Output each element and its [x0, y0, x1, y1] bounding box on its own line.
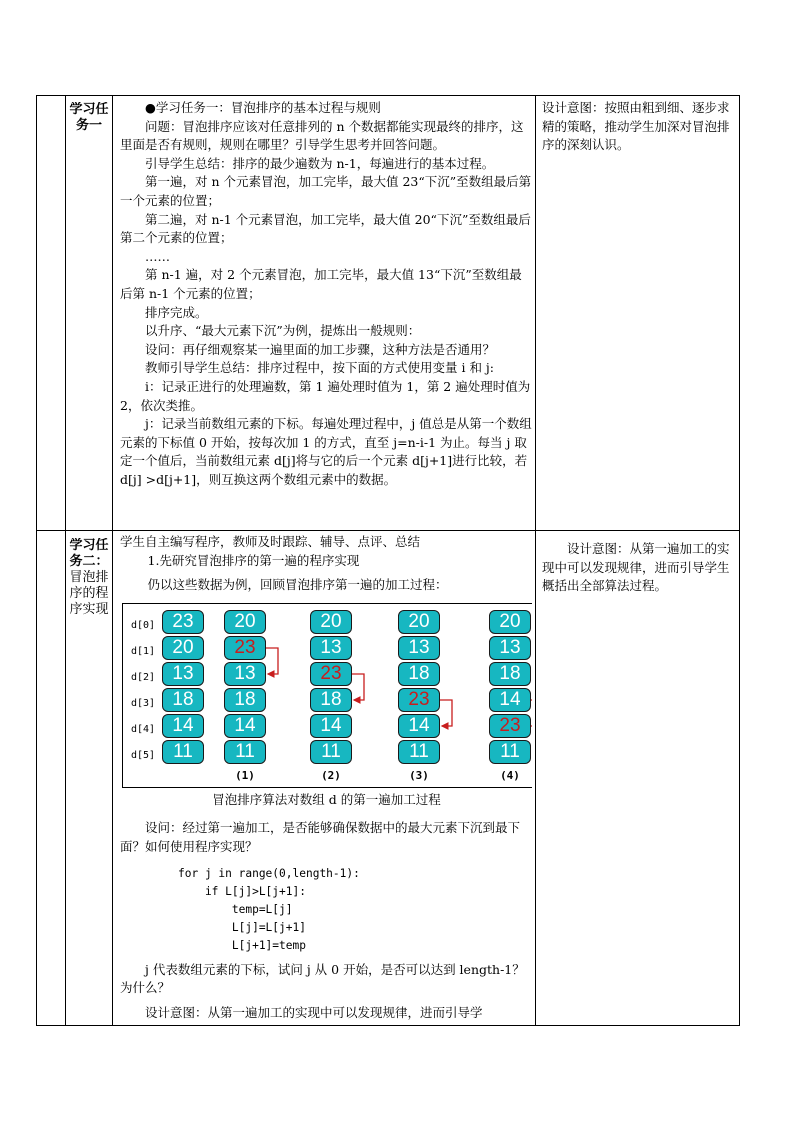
bubble-sort-diagram: [122, 603, 532, 788]
code-line: L[j]=L[j+1]: [178, 920, 306, 934]
array-value-box: 23: [398, 688, 440, 712]
array-value-box: 13: [489, 636, 531, 660]
array-value-box: 18: [489, 662, 531, 686]
row-index-label: d[0]: [131, 619, 156, 631]
swap-arrow: [352, 674, 364, 700]
array-value-box: 14: [398, 714, 440, 738]
array-value-box: 18: [162, 688, 204, 712]
step-label: (3): [409, 768, 429, 782]
array-value-box: 20: [310, 610, 352, 634]
array-value-box: 13: [310, 636, 352, 660]
task2-content: [120, 533, 532, 1022]
array-value-box: 14: [310, 714, 352, 738]
col-divider: [65, 96, 66, 1025]
code-line: for j in range(0,length-1):: [178, 866, 360, 880]
paragraph: i：记录正进行的处理遍数，第 1 遍处理时值为 1，第 2 遍处理时值为 2，依次类推。: [120, 378, 531, 413]
paragraph: 1.先研究冒泡排序的第一遍的程序实现: [147, 552, 360, 568]
paragraph: 排序完成。: [145, 304, 208, 320]
array-value-box: 11: [489, 740, 531, 764]
row-index-label: d[4]: [131, 723, 156, 735]
array-value-box: 14: [224, 714, 266, 738]
paragraph: 第二遍，对 n-1 个元素冒泡，加工完毕，最大值 20“下沉”至数组最后第二个元素的位置；: [120, 211, 531, 246]
paragraph: 仍以这些数据为例，回顾冒泡排序第一遍的加工过程：: [147, 577, 448, 593]
paragraph: 学生自主编写程序，教师及时跟踪、辅导、点评、总结: [120, 534, 421, 549]
array-value-box: 11: [398, 740, 440, 764]
row-index-label: d[1]: [131, 645, 156, 657]
code-line: if L[j]>L[j+1]:: [178, 884, 306, 898]
row-index-label: d[3]: [131, 697, 156, 709]
col-divider: [112, 96, 113, 1025]
task1-content: [120, 99, 532, 489]
array-value-box: 11: [310, 740, 352, 764]
array-value-box: 20: [489, 610, 531, 634]
array-value-box: 23: [310, 662, 352, 686]
array-value-box: 14: [162, 714, 204, 738]
row-index-label: d[5]: [131, 749, 156, 761]
paragraph: 以升序、“最大元素下沉”为例，提炼出一般规则：: [145, 323, 421, 339]
swap-arrow: [531, 700, 532, 726]
col-divider: [535, 96, 536, 1025]
paragraph: j 代表数组元素的下标，试问 j 从 0 开始，是否可以达到 length-1？为什么？: [120, 961, 525, 996]
array-value-box: 20: [224, 610, 266, 634]
array-value-box: 20: [398, 610, 440, 634]
paragraph: 问题：冒泡排序应该对任意排列的 n 个数据都能实现最终的排序，这里面是否有规则，规则在哪里？引导学生思考并回答问题。: [120, 118, 524, 153]
paragraph: 设问：经过第一遍加工，是否能够确保数据中的最大元素下沉到最下面？如何使用程序实现？: [120, 820, 521, 854]
paragraph: 设问：再仔细观察某一遍里面的加工步骤，这种方法是否通用？: [145, 341, 496, 357]
array-value-box: 23: [489, 714, 531, 738]
step-label: (1): [235, 768, 255, 782]
paragraph: 引导学生总结：排序的最少遍数为 n-1，每遍进行的基本过程。: [145, 155, 495, 171]
diagram-caption: 冒泡排序算法对数组 d 的第一遍加工过程: [212, 791, 441, 807]
array-value-box: 13: [224, 662, 266, 686]
swap-arrow: [266, 648, 278, 674]
array-value-box: 23: [162, 610, 204, 634]
stage-label-task2: 学习任务二：冒泡排序的程序实现: [69, 538, 109, 617]
step-label: (2): [321, 768, 341, 782]
paragraph: 第 n-1 遍，对 2 个元素冒泡，加工完毕，最大值 13“下沉”至数组最后第 n-1 个元素的位置；: [120, 267, 522, 301]
task2-design-intent: 设计意图：从第一遍加工的实现中可以发现规律，进而引导学生概括出全部算法过程。: [542, 541, 730, 594]
array-value-box: 11: [162, 740, 204, 764]
paragraph: 设计意图：从第一遍加工的实现中可以发现规律，进而引导学: [145, 1004, 483, 1020]
code-line: L[j+1]=temp: [178, 938, 306, 952]
array-value-box: 18: [398, 662, 440, 686]
array-value-box: 14: [489, 688, 531, 712]
paragraph: j：记录当前数组元素的下标。每遍处理过程中，j 值总是从第一个数组元素的下标值 0 开始，按每次加 1 的方式，直至 j=n-i-1 为止。每当 j 取定一个值后，当前数组元素 d[j]将与它的后一个元素 d[j+1]进行比较，若 d[j] >d[j+1]，则互换这两个数组元素中的数据。: [120, 416, 532, 487]
array-value-box: 18: [310, 688, 352, 712]
array-value-box: 13: [398, 636, 440, 660]
array-value-box: 11: [224, 740, 266, 764]
task1-heading: ●学习任务一：冒泡排序的基本过程与规则: [145, 100, 381, 115]
array-value-box: 23: [224, 636, 266, 660]
lesson-table: [36, 95, 740, 1026]
stage-label-task1: 学习任务一: [69, 102, 109, 133]
row-index-label: d[2]: [131, 671, 156, 683]
array-value-box: 13: [162, 662, 204, 686]
paragraph: 教师引导学生总结：排序过程中，按下面的方式使用变量 i 和 j:: [145, 360, 495, 376]
paragraph: ……: [145, 248, 170, 264]
code-block: [178, 865, 532, 955]
paragraph: 第一遍，对 n 个元素冒泡，加工完毕，最大值 23“下沉”至数组最后第一个元素的位置；: [120, 174, 532, 208]
array-value-box: 20: [162, 636, 204, 660]
code-line: temp=L[j]: [178, 902, 293, 916]
row-divider: [37, 530, 739, 531]
step-label: (4): [500, 768, 520, 782]
swap-arrow: [440, 700, 452, 726]
task1-design-intent: 设计意图：按照由粗到细、逐步求精的策略，推动学生加深对冒泡排序的深刻认识。: [542, 100, 730, 153]
array-value-box: 18: [224, 688, 266, 712]
